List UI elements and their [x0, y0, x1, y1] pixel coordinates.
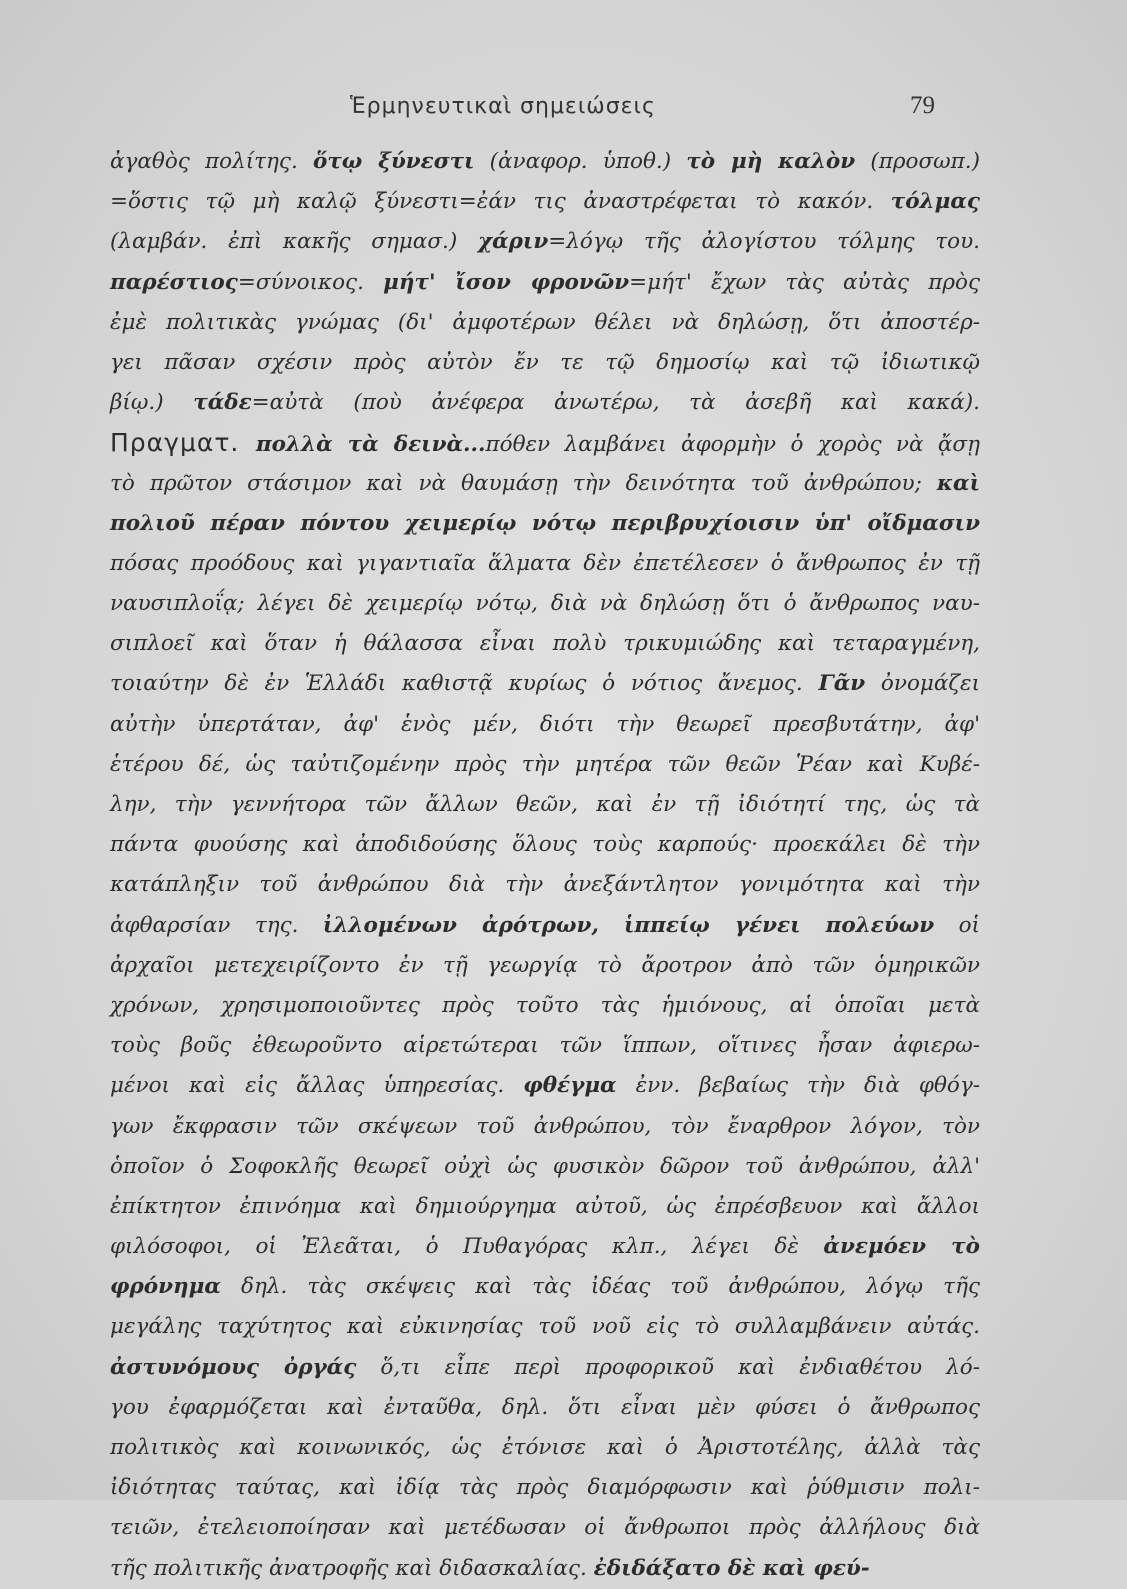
text-segment: ἀγαθὸς πολίτης. — [110, 149, 313, 174]
text-line — [110, 423, 980, 463]
lemma-text: μήτ' ἴσον φρονῶν — [383, 269, 630, 295]
text-line — [110, 544, 980, 584]
text-line — [110, 986, 980, 1026]
text-segment: γει πᾶσαν σχέσιν πρὸς αὐτὸν ἔν τε τῷ δημοσίῳ καὶ τῷ ἰδιωτικῷ — [110, 349, 980, 375]
text-segment: (λαμβάν. ἐπὶ κακῆς σημασ.) — [110, 229, 478, 255]
text-segment: τειῶν, ἐτελειοποίησαν καὶ μετέδωσαν οἱ ἄνθρωποι πρὸς ἀλλήλους διὰ — [110, 1515, 980, 1541]
text-line — [110, 142, 980, 182]
text-segment: τοὺς βοῦς ἐθεωροῦντο αἱρετώτεραι τῶν ἵππων, οἵτινες ἦσαν ἀφιερω- — [110, 1033, 980, 1059]
text-line — [110, 1147, 980, 1187]
text-line — [110, 624, 980, 664]
text-line — [110, 906, 980, 946]
text-segment: γου ἐφαρμόζεται καὶ ἐνταῦθα, δηλ. ὅτι εἶναι μὲν φύσει ὁ ἄνθρωπος — [110, 1394, 980, 1420]
text-line — [110, 1026, 980, 1066]
text-segment: τοιαύτην δὲ ἐν Ἑλλάδι καθιστᾷ κυρίως ὁ νότιος ἄνεμος. — [110, 671, 819, 697]
text-segment: ἰδιότητας ταύτας, καὶ ἰδίᾳ τὰς πρὸς διαμόρφωσιν καὶ ῥύθμισιν πολι- — [110, 1475, 980, 1501]
text-segment: ἐνν. βεβαίως τὴν διὰ φθόγ- — [616, 1073, 980, 1099]
text-segment: ἐμὲ πολιτικὰς γνώμας (δι' ἀμφοτέρων θέλει νὰ δηλώσῃ, ὅτι ἀποστέρ- — [110, 309, 980, 335]
lemma-text: ἐδιδάξατο δὲ καὶ φεύ- — [593, 1555, 870, 1581]
text-line — [110, 464, 980, 504]
text-segment: (ἀναφορ. ὑποθ.) — [474, 149, 687, 174]
lemma-text: πολλὰ τὰ δεινὰ... — [255, 432, 486, 458]
text-line — [110, 222, 980, 262]
text-line — [110, 1066, 980, 1106]
text-segment: ὁποῖον ὁ Σοφοκλῆς θεωρεῖ οὐχὶ ὡς φυσικὸν δῶρον τοῦ ἀνθρώπου, ἀλλ' — [110, 1153, 980, 1179]
text-segment: σιπλοεῖ καὶ ὅταν ἡ θάλασσα εἶναι πολὺ τρικυμιώδης καὶ τεταραγμένη, — [110, 631, 980, 657]
text-line — [110, 705, 980, 745]
lemma-text: τόλμας — [890, 189, 980, 215]
text-segment: χρόνων, χρησιμοποιοῦντες πρὸς τοῦτο τὰς ἡμιόνους, αἱ ὁποῖαι μετὰ — [110, 992, 980, 1018]
text-segment: ἀφθαρσίαν της. — [110, 912, 323, 938]
lemma-text: τὸ μὴ καλὸν — [686, 149, 856, 174]
lemma-text: τάδε — [193, 390, 252, 416]
text-segment: βίῳ.) — [110, 390, 194, 416]
text-segment: πάντα φυούσης καὶ ἀποδιδούσης ὅλους τοὺς καρπούς· προεκάλει δὲ τὴν — [110, 832, 980, 858]
text-line — [110, 1307, 980, 1347]
text-line — [110, 182, 980, 222]
page-number: 79 — [910, 92, 935, 119]
text-segment: δηλ. τὰς σκέψεις καὶ τὰς ἰδέας τοῦ ἀνθρώπου, λόγῳ τῆς — [220, 1274, 980, 1300]
text-segment: λην, τὴν γεννήτορα τῶν ἄλλων θεῶν, καὶ ἐν τῇ ἰδιότητί της, ὡς τὰ — [110, 792, 980, 817]
lemma-text: χάριν — [477, 229, 549, 255]
lemma-text: πολιοῦ πέραν πόντου χειμερίῳ νότῳ περιβρυχίοισιν ὑπ' οἴδμασιν — [110, 510, 980, 536]
lemma-text: ἀστυνόμους ὀργάς — [110, 1354, 357, 1380]
lemma-text: καὶ — [936, 470, 980, 496]
text-segment: αὐτὴν ὑπερτάταν, ἀφ' ἑνὸς μέν, διότι τὴν θεωρεῖ πρεσβυτάτην, ἀφ' — [110, 711, 980, 737]
text-line — [110, 504, 980, 544]
lemma-text: φρόνημα — [110, 1274, 221, 1300]
lemma-text: παρέστιος — [110, 269, 238, 295]
text-segment: =λόγῳ τῆς ἀλογίστου τόλμης του. — [548, 229, 980, 255]
lemma-text: ἀνεμόεν τὸ — [823, 1234, 980, 1260]
text-segment: οἱ — [934, 912, 980, 938]
text-line — [110, 584, 980, 624]
text-segment: ἀρχαῖοι μετεχειρίζοντο ἐν τῇ γεωργίᾳ τὸ ἄροτρον ἀπὸ τῶν ὁμηρικῶν — [110, 952, 980, 978]
text-line — [110, 383, 980, 423]
text-segment: =ὅστις τῷ μὴ καλῷ ξύνεστι=ἐάν τις ἀναστρέφεται τὸ κακόν. — [110, 189, 891, 215]
text-line — [110, 1227, 980, 1267]
text-segment: τῆς πολιτικῆς ἀνατροφῆς καὶ διδασκαλίας. — [110, 1555, 594, 1581]
text-line — [110, 745, 980, 785]
text-line — [110, 1187, 980, 1227]
lemma-text: Γᾶν — [818, 671, 866, 697]
lemma-text: ὅτῳ ξύνεστι — [312, 149, 475, 174]
text-segment: ὀνομάζει — [865, 671, 980, 697]
text-line — [110, 1468, 980, 1508]
text-line — [110, 664, 980, 704]
text-segment: ἐπίκτητον ἐπινόημα καὶ δημιούργημα αὐτοῦ, ὡς ἐπρέσβευον καὶ ἄλλοι — [110, 1193, 980, 1219]
lemma-text: φθέγμα — [523, 1073, 617, 1099]
text-segment: ὅ,τι εἶπε περὶ προφορικοῦ καὶ ἐνδιαθέτου λό- — [356, 1354, 981, 1380]
text-line — [110, 343, 980, 383]
text-line — [110, 785, 980, 825]
text-segment: πόσας προόδους καὶ γιγαντιαῖα ἅλματα δὲν ἐπετέλεσεν ὁ ἄνθρωπος ἐν τῇ — [110, 550, 980, 576]
page-header — [0, 92, 1127, 132]
text-segment: μεγάλης ταχύτητος καὶ εὐκινησίας τοῦ νοῦ εἰς τὸ συλλαμβάνειν αὐτάς. — [110, 1314, 980, 1340]
text-segment: πόθεν λαμβάνει ἀφορμὴν ὁ χορὸς νὰ ᾄσῃ — [485, 432, 980, 458]
text-segment: ναυσιπλοΐᾳ; λέγει δὲ χειμερίῳ νότῳ, διὰ νὰ δηλώσῃ ὅτι ὁ ἄνθρωπος ναυ- — [110, 591, 980, 617]
text-segment: κατάπληξιν τοῦ ἀνθρώπου διὰ τὴν ἀνεξάντλητον γονιμότητα καὶ τὴν — [110, 872, 980, 898]
text-line — [110, 946, 980, 986]
text-segment: =αὐτὰ (ποὺ ἀνέφερα ἀνωτέρω, τὰ ἀσεβῆ καὶ κακά). — [251, 390, 980, 416]
text-line — [110, 825, 980, 865]
text-line — [110, 1508, 980, 1548]
commentary-text — [110, 142, 980, 1589]
section-label: Πραγματ. — [110, 428, 256, 458]
text-line — [110, 1549, 980, 1589]
text-segment: πολιτικὸς καὶ κοινωνικός, ὡς ἐτόνισε καὶ ὁ Ἀριστοτέλης, ἀλλὰ τὰς — [110, 1435, 980, 1460]
lemma-text: ἰλλομένων ἀρότρων, ἱππείῳ γένει πολεύων — [322, 912, 935, 938]
text-line — [110, 1107, 980, 1147]
text-segment: γων ἔκφρασιν τῶν σκέψεων τοῦ ἀνθρώπου, τὸν ἔναρθρον λόγον, τὸν — [110, 1113, 980, 1139]
text-line — [110, 1428, 980, 1468]
text-segment: ἑτέρου δέ, ὡς ταὐτιζομένην πρὸς τὴν μητέρα τῶν θεῶν Ῥέαν καὶ Κυβέ- — [110, 751, 980, 777]
text-segment: =μήτ' ἔχων τὰς αὐτὰς πρὸς — [629, 269, 980, 295]
text-line — [110, 1388, 980, 1428]
running-title: Ἑρμηνευτικαὶ σημειώσεις — [350, 94, 656, 119]
text-segment: μένοι καὶ εἰς ἄλλας ὑπηρεσίας. — [110, 1073, 524, 1099]
text-line — [110, 1348, 980, 1388]
text-segment: τὸ πρῶτον στάσιμον καὶ νὰ θαυμάσῃ τὴν δεινότητα τοῦ ἀνθρώπου; — [110, 470, 937, 496]
text-segment: (προσωπ.) — [855, 149, 981, 174]
text-line — [110, 865, 980, 905]
text-line — [110, 1267, 980, 1307]
text-segment: =σύνοικος. — [237, 269, 384, 295]
text-line — [110, 303, 980, 343]
text-line — [110, 263, 980, 303]
text-segment: φιλόσοφοι, οἱ Ἐλεᾶται, ὁ Πυθαγόρας κλπ., λέγει δὲ — [110, 1234, 824, 1260]
